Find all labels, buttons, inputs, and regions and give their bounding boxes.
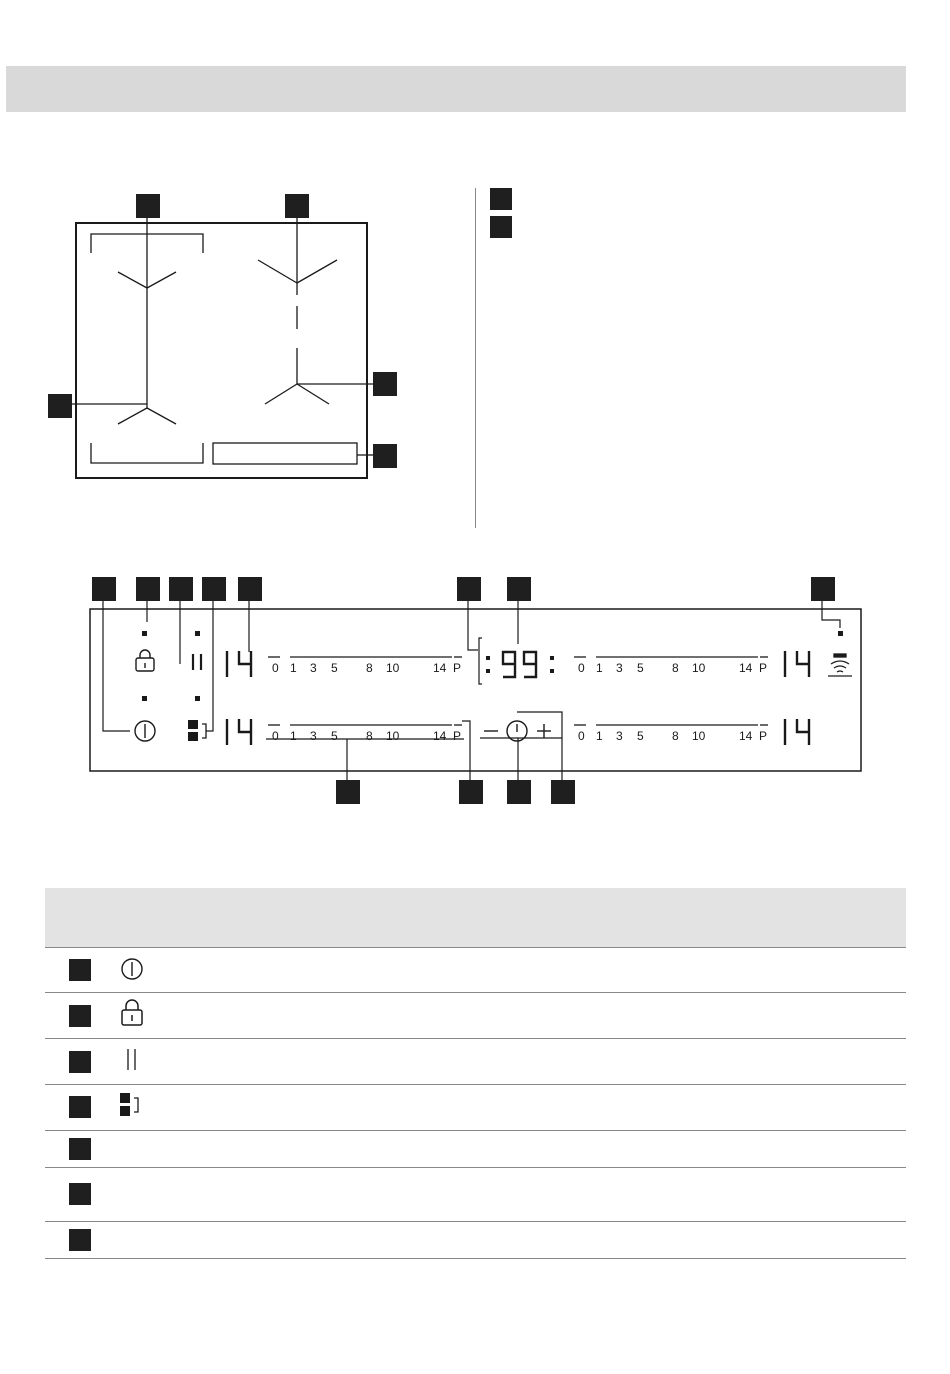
table-row-badge xyxy=(69,1183,91,1205)
table-row-badge xyxy=(69,959,91,981)
table-row-divider xyxy=(45,1167,906,1168)
scale-label: 3 xyxy=(310,729,317,743)
scale-label: 3 xyxy=(310,661,317,675)
hob-layout-diagram xyxy=(0,0,475,540)
hob-outline xyxy=(76,223,367,478)
scale-label: 5 xyxy=(331,729,338,743)
table-row-badge xyxy=(69,1051,91,1073)
table-row-divider xyxy=(45,1130,906,1131)
timer-colons xyxy=(486,656,554,673)
power-icon xyxy=(122,959,142,979)
scale-label: 10 xyxy=(386,661,400,675)
scale-label: 1 xyxy=(290,729,297,743)
scale-label: 5 xyxy=(331,661,338,675)
scale-label: 3 xyxy=(616,661,623,675)
scale-label: 0 xyxy=(578,661,585,675)
scale-label: 0 xyxy=(272,661,279,675)
table-row-divider xyxy=(45,947,906,948)
table-header xyxy=(45,888,906,947)
pause-icon xyxy=(128,1049,135,1070)
diagram-callout-badges xyxy=(48,194,397,468)
power-scale-right-bottom xyxy=(574,725,768,743)
scale-label: 1 xyxy=(596,661,603,675)
scale-label: 0 xyxy=(578,729,585,743)
scale-label: P xyxy=(759,729,768,743)
pause-icon xyxy=(193,654,201,670)
zone-display-left-top xyxy=(227,651,251,677)
legend-badge-2 xyxy=(490,216,512,238)
hood-connection-icon xyxy=(828,654,852,676)
control-panel-area xyxy=(213,443,357,464)
timer-plus-icon xyxy=(537,724,551,738)
cooking-zone-right-bottom xyxy=(265,348,329,404)
scale-label: 1 xyxy=(290,661,297,675)
lock-icon xyxy=(122,1000,142,1025)
timer-display xyxy=(503,652,536,677)
panel-callout-badges xyxy=(92,577,835,804)
scale-label: 5 xyxy=(637,729,644,743)
table-row-divider xyxy=(45,1221,906,1222)
table-row-divider xyxy=(45,992,906,993)
scale-label: 8 xyxy=(672,661,679,675)
zone-display-left-bottom xyxy=(227,719,251,745)
zone-display-right-bottom xyxy=(785,719,809,745)
scale-label: P xyxy=(759,661,768,675)
scale-label: 10 xyxy=(692,729,706,743)
table-row-badge xyxy=(69,1096,91,1118)
scale-label: 5 xyxy=(637,661,644,675)
scale-label: 3 xyxy=(616,729,623,743)
scale-label: 1 xyxy=(596,729,603,743)
power-scale-left-bottom xyxy=(268,725,462,743)
indicator-dots xyxy=(142,631,843,701)
panel-callout-lines xyxy=(103,600,840,780)
table-row-divider xyxy=(45,1258,906,1259)
scale-label: 14 xyxy=(433,661,447,675)
bridge-icon xyxy=(120,1093,138,1116)
legend-badge-1 xyxy=(490,188,512,210)
scale-label: 8 xyxy=(672,729,679,743)
power-scale-left-top xyxy=(268,657,462,675)
zone-display-right-top xyxy=(785,651,809,677)
control-panel-frame xyxy=(90,609,861,771)
bridge-zone-bottom-bracket xyxy=(91,443,203,463)
scale-label: 14 xyxy=(739,729,753,743)
power-icon xyxy=(135,721,155,741)
bridge-icon xyxy=(188,720,206,741)
scale-label: 8 xyxy=(366,729,373,743)
scale-label: 14 xyxy=(433,729,447,743)
cooking-zone-left-bottom xyxy=(118,396,176,424)
column-divider xyxy=(475,188,476,528)
control-panel-diagram xyxy=(0,560,950,820)
power-scale-right-top xyxy=(574,657,768,675)
scale-label: P xyxy=(453,729,462,743)
table-row-badge xyxy=(69,1005,91,1027)
table-row-divider xyxy=(45,1084,906,1085)
table-row-badge xyxy=(69,1229,91,1251)
scale-label: P xyxy=(453,661,462,675)
scale-label: 8 xyxy=(366,661,373,675)
scale-label: 10 xyxy=(692,661,706,675)
table-row-divider xyxy=(45,1038,906,1039)
scale-label: 14 xyxy=(739,661,753,675)
table-row-badge xyxy=(69,1138,91,1160)
scale-label: 10 xyxy=(386,729,400,743)
scale-label: 0 xyxy=(272,729,279,743)
lock-icon xyxy=(136,650,154,671)
table-icons xyxy=(110,950,150,1120)
